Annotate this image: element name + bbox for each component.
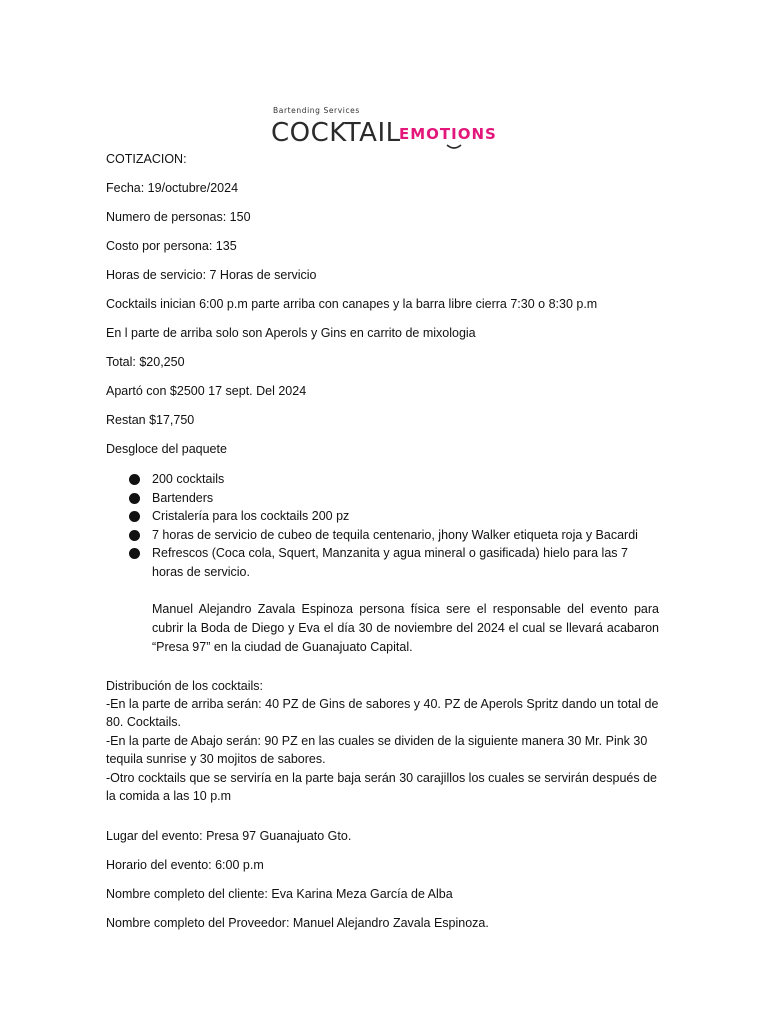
remaining-line: Restan $17,750 <box>106 413 195 427</box>
logo-tagline: Bartending Services <box>273 106 360 115</box>
list-item: Refrescos (Coca cola, Squert, Manzanita y agua mineral o gasificada) hielo para las 7 horas de servicio. <box>127 544 644 581</box>
list-item: Bartenders <box>127 489 644 508</box>
list-item: 200 cocktails <box>127 470 644 489</box>
quotation-title: COTIZACION: <box>106 152 187 166</box>
event-time-line: Horario del evento: 6:00 p.m <box>106 858 264 872</box>
bullet-icon <box>129 530 140 541</box>
list-item: 7 horas de servicio de cubeo de tequila centenario, jhony Walker etiqueta roja y Bacardi <box>127 526 644 545</box>
breakdown-title: Desgloce del paquete <box>106 442 227 456</box>
logo-wordmark-right: EMOTIONS <box>399 125 497 143</box>
event-place-line: Lugar del evento: Presa 97 Guanajuato Gto. <box>106 829 352 843</box>
distribution-lower: -En la parte de Abajo serán: 90 PZ en las cuales se dividen de la siguiente manera 30 Mr. Pink 30 tequila sunrise y 30 mojitos de sabores. <box>106 734 648 767</box>
cost-per-person-line: Costo por persona: 135 <box>106 239 237 253</box>
logo-wordmark <box>271 114 511 152</box>
list-item: Cristalería para los cocktails 200 pz <box>127 507 644 526</box>
logo-wordmark-left: COCKTAIL <box>271 118 401 148</box>
persons-line: Numero de personas: 150 <box>106 210 251 224</box>
bullet-icon <box>129 548 140 559</box>
smile-icon <box>447 145 461 148</box>
total-line: Total: $20,250 <box>106 355 185 369</box>
responsible-paragraph: Manuel Alejandro Zavala Espinoza persona física sere el responsable del evento para cubrir la Boda de Diego y Eva el día 30 de noviembre del 2024 el cual se llevará acabaron “Presa 97” en la ciudad de Guanajuato Capital. <box>152 602 659 654</box>
upper-part-line: En l parte de arriba solo son Aperols y Gins en carrito de mixologia <box>106 326 476 340</box>
distribution-other: -Otro cocktails que se serviría en la parte baja serán 30 carajillos los cuales se servirán después de la comida a las 10 p.m <box>106 771 657 804</box>
bullet-icon <box>129 511 140 522</box>
service-hours-line: Horas de servicio: 7 Horas de servicio <box>106 268 317 282</box>
distribution-upper: -En la parte de arriba serán: 40 PZ de Gins de sabores y 40. PZ de Aperols Spritz dando un total de 80. Cocktails. <box>106 697 659 730</box>
package-list <box>127 470 644 581</box>
date-line: Fecha: 19/octubre/2024 <box>106 181 239 195</box>
cocktails-start-line: Cocktails inician 6:00 p.m parte arriba con canapes y la barra libre cierra 7:30 o 8:30 p.m <box>106 297 598 311</box>
provider-name-line: Nombre completo del Proveedor: Manuel Alejandro Zavala Espinoza. <box>106 916 489 930</box>
client-name-line: Nombre completo del cliente: Eva Karina Meza García de Alba <box>106 887 453 901</box>
bullet-icon <box>129 493 140 504</box>
distribution-title: Distribución de los cocktails: <box>106 679 264 693</box>
deposit-line: Apartó con $2500 17 sept. Del 2024 <box>106 384 307 398</box>
bullet-icon <box>129 474 140 485</box>
cocktail-emotions-logo <box>271 106 511 152</box>
